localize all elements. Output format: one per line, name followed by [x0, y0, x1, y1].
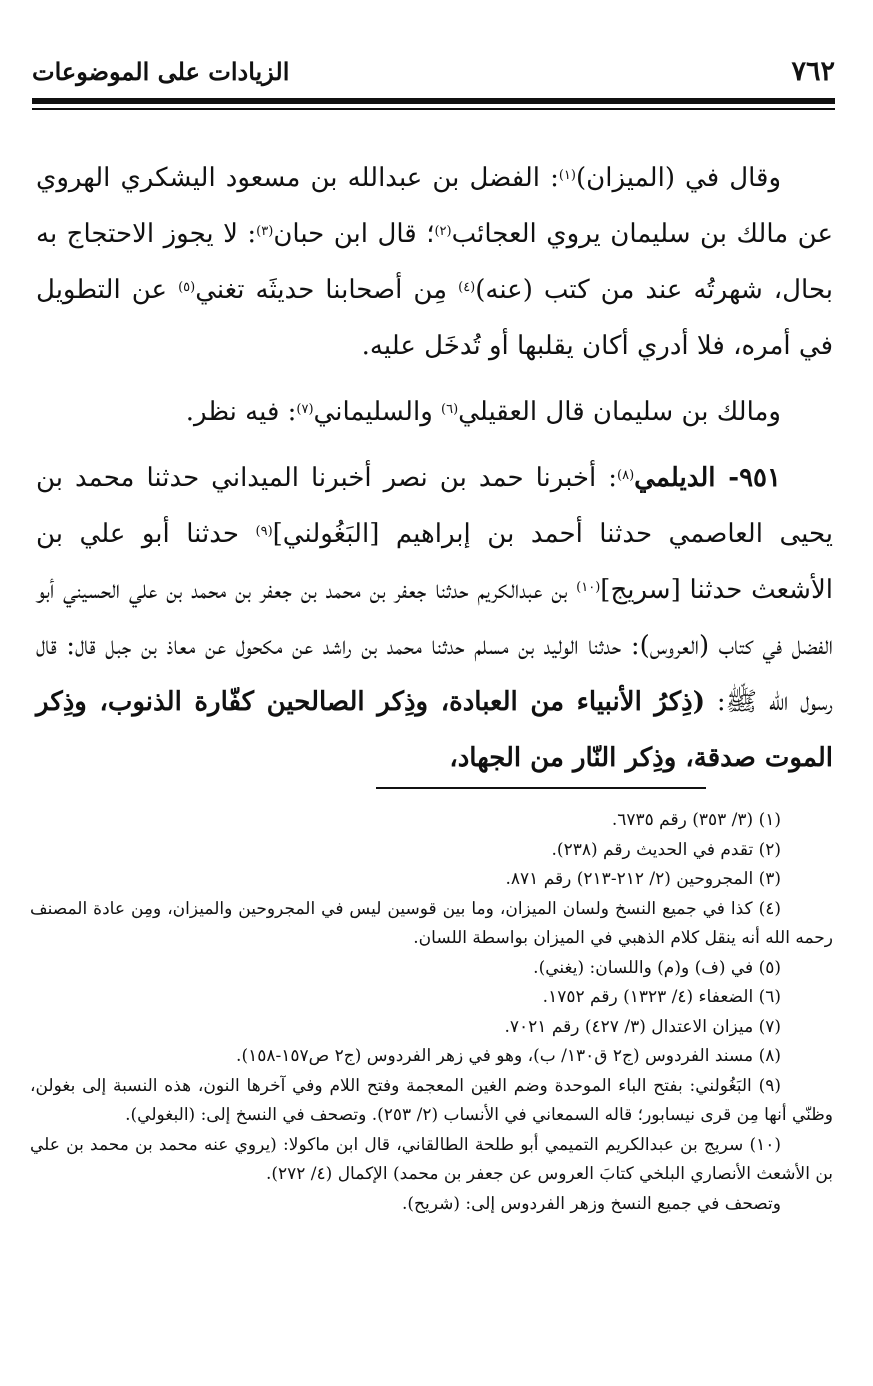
header-rule-thick [32, 98, 835, 104]
hadith-text: (ذِكرُ الأنبياء من العبادة، وذِكر الصالحين كفّارة الذنوب، وذِكر الموت صدقة، وذِكر النّار من الجهاد، [36, 687, 833, 773]
footnote-ref-6: (٦) [441, 402, 459, 417]
header-rule-thin [32, 108, 835, 110]
footnote-7: (٧) ميزان الاعتدال (٣/ ٤٢٧) رقم ٧٠٢١. [504, 1016, 781, 1037]
footnote-ref-8: (٨) [617, 468, 635, 483]
footnote-3: (٣) المجروحين (٢/ ٢١٢-٢١٣) رقم ٨٧١. [505, 869, 781, 889]
text-run: حدثنا أبو علي بن الأشعث حدثنا [سريج] [36, 519, 833, 605]
footnote-ref-2: (٢) [434, 224, 452, 239]
text-run: مِن أصحابنا حديثَه تغني [195, 275, 459, 305]
paragraph-malik-note [36, 384, 833, 440]
footnotes [30, 806, 833, 1219]
page-header [32, 48, 835, 94]
footnote-5: (٥) في (ف) و(م) واللسان: (يغني). [533, 957, 781, 978]
paragraph-mizan-quote [36, 150, 833, 374]
main-text [36, 150, 833, 786]
footnote-6: (٦) الضعفاء (٤/ ١٣٢٣) رقم ١٧٥٢. [542, 987, 781, 1007]
running-title: الزيادات على الموضوعات [32, 56, 290, 86]
text-run: : لا يجوز الاحتجاج به بحال، شهرتُه عند من كتب (عنه) [36, 219, 834, 305]
entry-heading: ٩٥١- الديلمي [634, 463, 781, 493]
footnote-ref-3: (٣) [256, 224, 274, 239]
text-run: وقال في (الميزان) [575, 163, 781, 193]
text-run: : أخبرنا حمد بن نصر أخبرنا الميداني حدثنا محمد بن يحيى العاصمي حدثنا أحمد بن إبراهيم [البَغُولني] [36, 463, 833, 549]
footnote-ref-10: (١٠) [576, 580, 601, 595]
footnote-4: (٤) كذا في جميع النسخ ولسان الميزان، وما بين قوسين ليس في المجروحين والميزان، ومِن عادة المصنف رحمه الله أنه ينقل كلام الذهبي في الميزان بواسطة اللسان. [30, 898, 833, 948]
footnote-ref-4: (٤) [458, 280, 476, 295]
page-number: ٧٦٢ [791, 55, 835, 87]
text-run: والسليماني [313, 397, 442, 427]
text-run: عن التطويل في أمره، فلا أدري أكان يقلبها أو تُدخَل عليه. [36, 275, 833, 361]
footnote-1: (١) (٣/ ٣٥٣) رقم ٦٧٣٥. [611, 810, 781, 830]
text-run: : الفضل بن عبدالله بن مسعود اليشكري الهروي عن مالك بن سليمان يروي العجائب [36, 163, 833, 249]
text-run: : فيه نظر. [185, 397, 297, 427]
footnote-ref-5: (٥) [178, 280, 196, 295]
text-run: بن عبدالكريم حدثنا جعفر بن محمد بن جعفر بن محمد بن علي الحسيني أبو الفضل في كتاب (العروس): حدثنا الوليد بن مسلم حدثنا محمد بن راشد عن مكحول عن معاذ بن جبل قال: قال رسول الله ﷺ: [36, 575, 833, 717]
footnote-ref-9: (٩) [255, 524, 273, 539]
footnote-separator [376, 787, 706, 789]
footnote-ref-7: (٧) [296, 402, 314, 417]
text-run: ومالك بن سليمان قال العقيلي [458, 397, 781, 427]
paragraph-entry-951 [36, 450, 833, 786]
footnote-9: (٩) البَغُولني: بفتح الباء الموحدة وضم الغين المعجمة وفتح اللام وفي آخرها النون، هذه النسبة إلى بغولن، وظنّي أنها مِن قرى نيسابور؛ قاله السمعاني في الأنساب (٢/ ٢٥٣). وتصحف في النسخ إلى: (البغولي). [30, 1075, 833, 1125]
footnote-8: (٨) مسند الفردوس (ج٢ ق١٣٠/ ب)، وهو في زهر الفردوس (ج٢ ص١٥٧-١٥٨). [236, 1046, 781, 1066]
footnote-10-continued: وتصحف في جميع النسخ وزهر الفردوس إلى: (شريح). [401, 1193, 781, 1214]
footnote-2: (٢) تقدم في الحديث رقم (٢٣٨). [551, 839, 781, 860]
text-run: ؛ قال ابن حبان [273, 219, 435, 249]
footnote-10: (١٠) سريج بن عبدالكريم التميمي أبو طلحة الطالقاني، قال ابن ماكولا: (يروي عنه محمد بن محمد بن علي بن الأشعث الأنصاري البلخي كتابَ العروس عن جعفر بن محمد) الإكمال (٤/ ٢٧٢). [30, 1134, 833, 1184]
footnote-ref-1: (١) [558, 168, 576, 183]
